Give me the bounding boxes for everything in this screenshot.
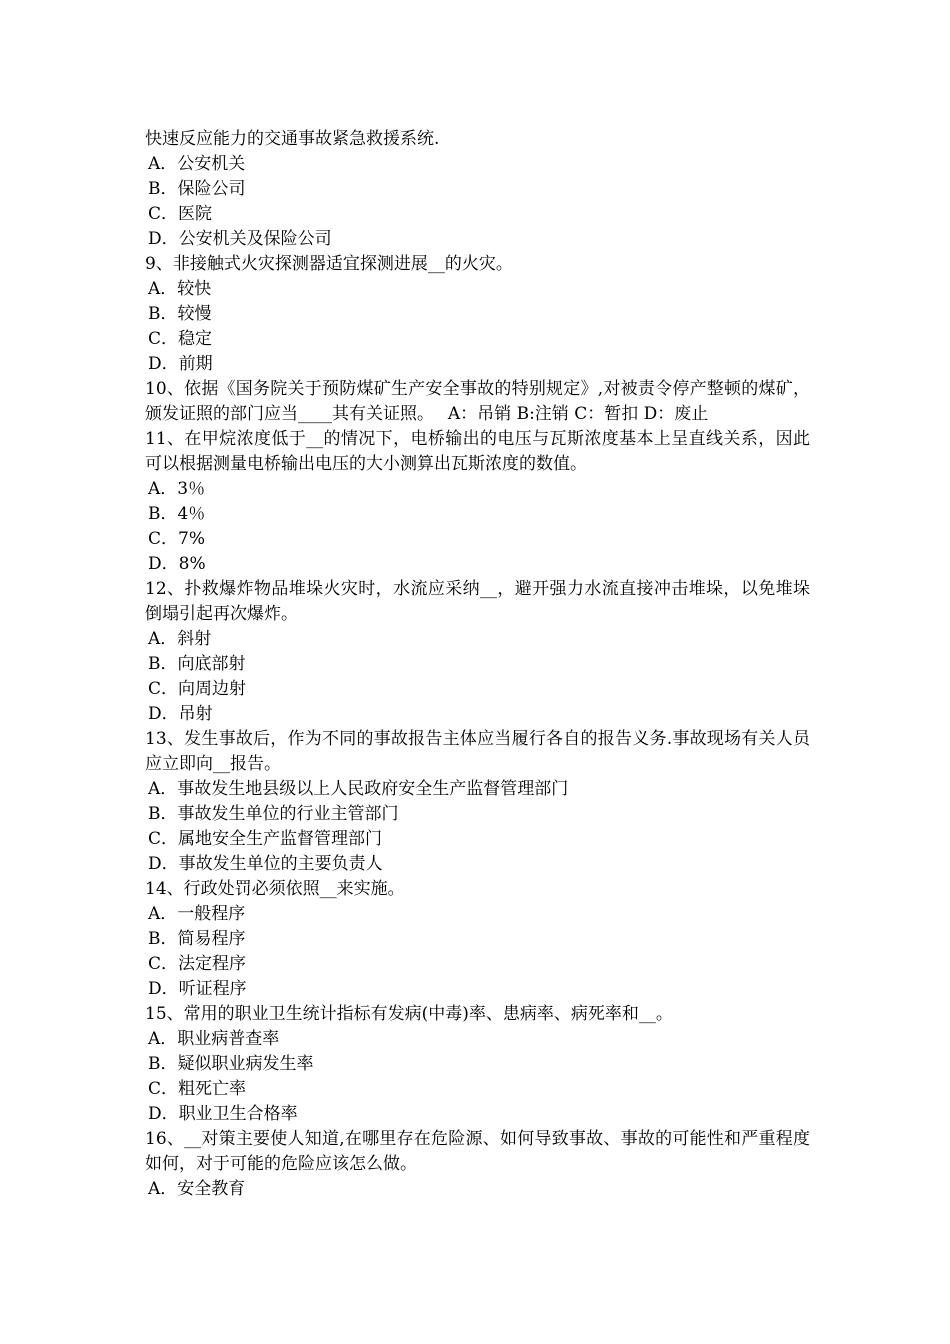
answer-option: B．向底部射	[148, 654, 246, 674]
answer-option: D．事故发生单位的主要负责人	[148, 854, 383, 874]
question-text: 12、扑救爆炸物品堆垛火灾时，水流应采纳__，避开强力水流直接冲击堆垛，以免堆垛倒塌引起再次爆炸。	[145, 579, 810, 624]
answer-option: A．职业病普查率	[148, 1029, 280, 1049]
answer-option: A．安全教育	[148, 1179, 246, 1199]
question-text: 14、行政处罚必须依照__来实施。	[145, 879, 405, 899]
answer-option: C．稳定	[148, 329, 213, 349]
question-text: 11、在甲烷浓度低于__的情况下，电桥输出的电压与瓦斯浓度基本上呈直线关系，因此可以根据测量电桥输出电压的大小测算出瓦斯浓度的数值。	[145, 429, 810, 474]
answer-option: B．简易程序	[148, 929, 246, 949]
answer-option: C．属地安全生产监督管理部门	[148, 829, 383, 849]
question-text: 9、非接触式火灾探测器适宜探测进展__的火灾。	[145, 254, 513, 274]
question-text: 16、__对策主要使人知道,在哪里存在危险源、如何导致事故、事故的可能性和严重程度如何，对于可能的危险应该怎么做。	[145, 1129, 810, 1174]
answer-option: C．法定程序	[148, 954, 247, 974]
answer-option: B．疑似职业病发生率	[148, 1054, 314, 1074]
answer-option: D．8%	[148, 554, 206, 574]
answer-option: C．粗死亡率	[148, 1079, 247, 1099]
answer-option: A．3％	[148, 479, 206, 499]
answer-option: B．保险公司	[148, 179, 246, 199]
answer-option: A．斜射	[148, 629, 212, 649]
document-body	[145, 127, 810, 1202]
answer-option: A．事故发生地县级以上人民政府安全生产监督管理部门	[148, 779, 569, 799]
answer-option: A．公安机关	[148, 154, 246, 174]
answer-option: C．7%	[148, 529, 205, 549]
answer-option: D．公安机关及保险公司	[148, 229, 332, 249]
question-text: 快速反应能力的交通事故紧急救援系统.	[145, 129, 440, 149]
question-text: 13、发生事故后，作为不同的事故报告主体应当履行各自的报告义务.事故现场有关人员应立即向__报告。	[145, 729, 810, 774]
answer-option: A．一般程序	[148, 904, 246, 924]
answer-option: C．医院	[148, 204, 213, 224]
question-text: 15、常用的职业卫生统计指标有发病(中毒)率、患病率、病死率和__。	[145, 1004, 673, 1024]
answer-option: D．听证程序	[148, 979, 247, 999]
answer-option: B．4％	[148, 504, 206, 524]
answer-option: C．向周边射	[148, 679, 247, 699]
answer-option: A．较快	[148, 279, 212, 299]
answer-option: B．较慢	[148, 304, 212, 324]
answer-option: D．前期	[148, 354, 213, 374]
answer-option: D．吊射	[148, 704, 213, 724]
question-text: 10、依据《国务院关于预防煤矿生产安全事故的特别规定》,对被责令停产整顿的煤矿，颁发证照的部门应当____其有关证照。 A：吊销 B:注销 C：暂扣 D：废止	[145, 379, 810, 424]
answer-option: B．事故发生单位的行业主管部门	[148, 804, 399, 824]
answer-option: D．职业卫生合格率	[148, 1104, 298, 1124]
